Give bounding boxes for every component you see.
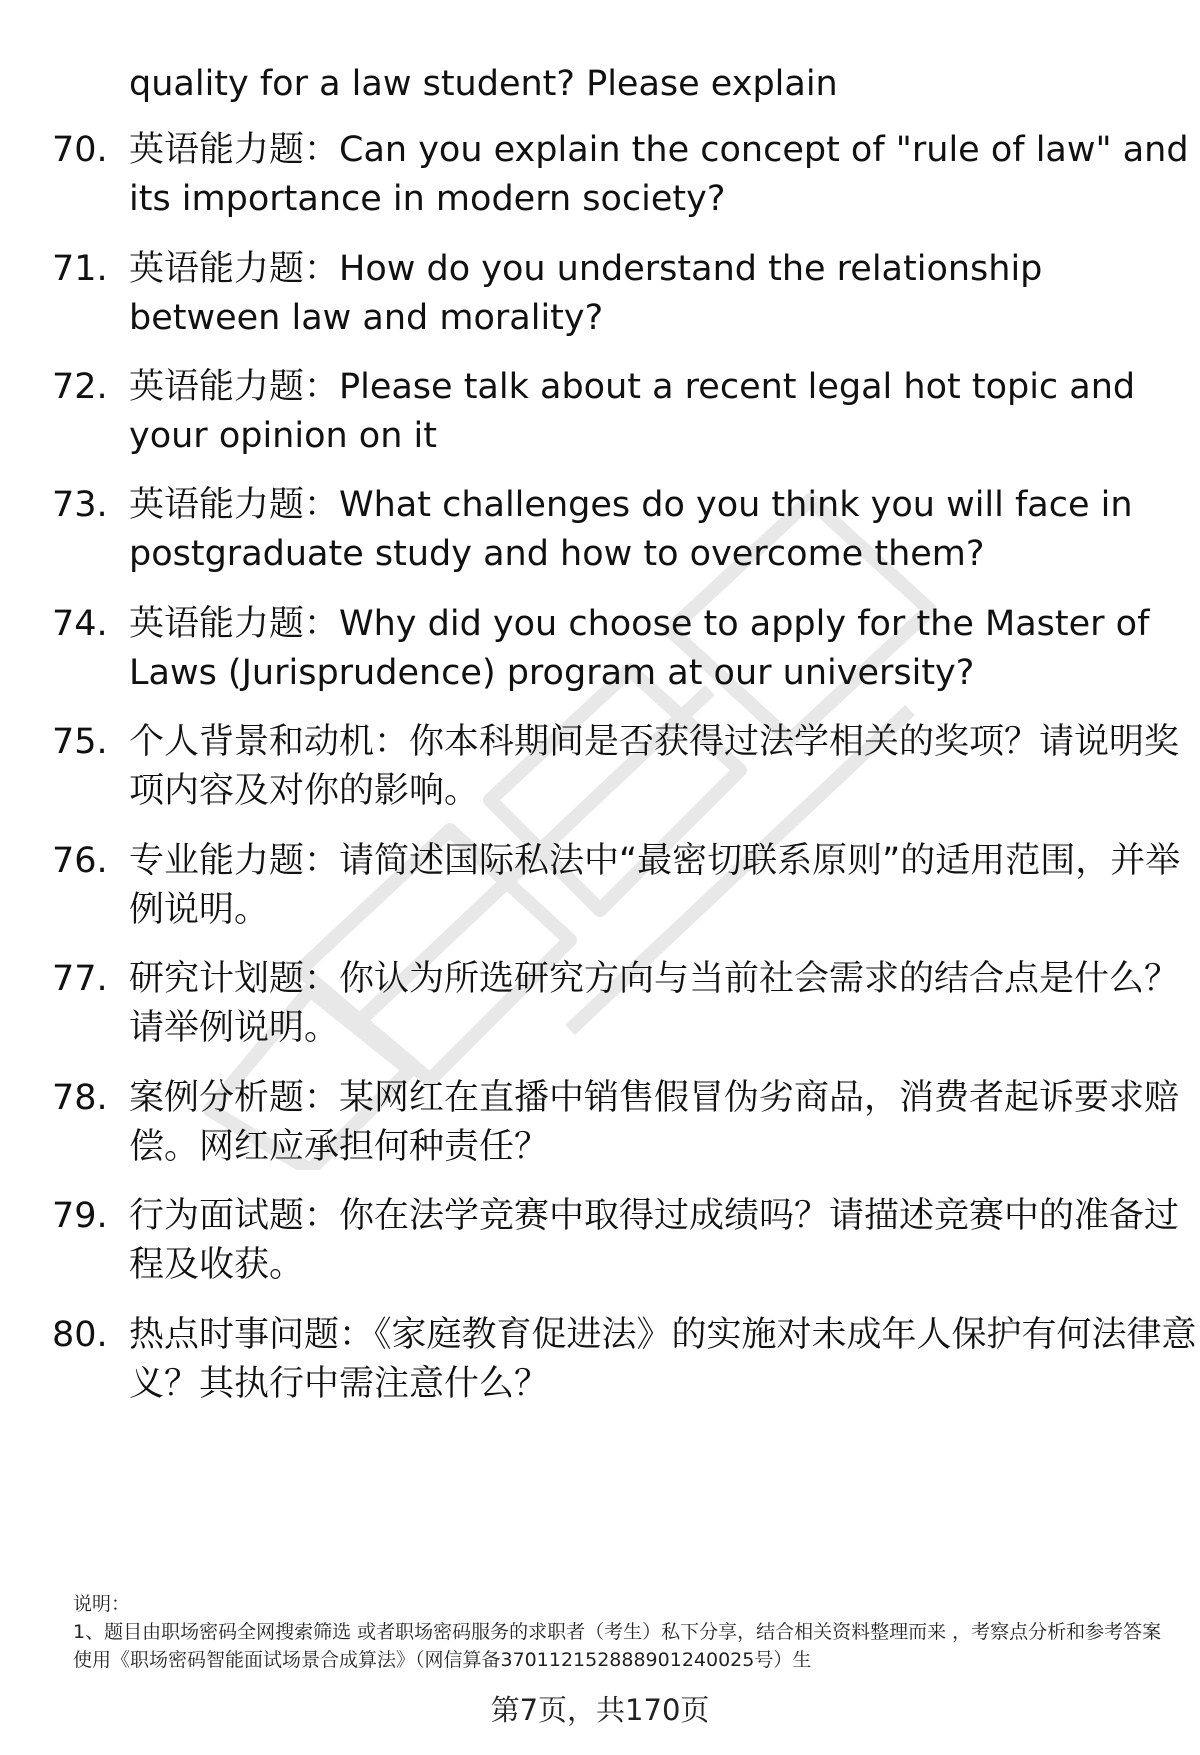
- question-text: 英语能力题：Please talk about a recent legal hot topic and your opinion on it: [129, 367, 1136, 456]
- question-text: 研究计划题：你认为所选研究方向与当前社会需求的结合点是什么？请举例说明。: [129, 959, 1180, 1048]
- notes-line: 1、题目由职场密码全网搜索筛选 或者职场密码服务的求职者（考生）私下分享，结合相关资料整理而来 ，考察点分析和参考答案使用《职场密码智能面试场景合成算法》（网信算备370112152888901240025号）生: [73, 1621, 1162, 1671]
- question-number: 75.: [52, 722, 108, 762]
- question-number: 70.: [52, 130, 108, 170]
- question-text: 个人背景和动机：你本科期间是否获得过法学相关的奖项？请说明奖项内容及对你的影响。: [129, 722, 1180, 811]
- notes-section: [73, 1590, 1163, 1674]
- question-number: 76.: [52, 841, 108, 881]
- question-text: 行为面试题：你在法学竞赛中取得过成绩吗？请描述竞赛中的准备过程及收获。: [129, 1196, 1180, 1285]
- question-text: 英语能力题：How do you understand the relationship between law and morality?: [129, 249, 1043, 338]
- question-text: 英语能力题：What challenges do you think you will face in postgraduate study and how to overcome them?: [129, 485, 1133, 574]
- question-text: 英语能力题：Can you explain the concept of "rule of law" and its importance in modern society?: [129, 130, 1189, 219]
- page-footer: 第7页，共170页: [490, 1693, 710, 1727]
- question-number: 77.: [52, 959, 108, 999]
- question-number: 79.: [52, 1196, 108, 1236]
- question-text: 专业能力题：请简述国际私法中“最密切联系原则”的适用范围，并举例说明。: [129, 841, 1181, 930]
- question-text: 案例分析题：某网红在直播中销售假冒伪劣商品，消费者起诉要求赔偿。网红应承担何种责任？: [129, 1078, 1180, 1167]
- continuation-line: quality for a law student? Please explain: [129, 64, 838, 104]
- question-number: 71.: [52, 249, 108, 289]
- question-number: 72.: [52, 367, 108, 407]
- notes-heading: 说明：: [73, 1593, 131, 1615]
- question-text: 热点时事问题：《家庭教育促进法》的实施对未成年人保护有何法律意义？其执行中需注意什么？: [129, 1315, 1197, 1404]
- question-number: 80.: [52, 1315, 108, 1355]
- question-number: 78.: [52, 1078, 108, 1118]
- question-text: 英语能力题：Why did you choose to apply for the Master of Laws (Jurisprudence) program at our university?: [129, 604, 1150, 693]
- question-number: 73.: [52, 485, 108, 525]
- question-number: 74.: [52, 604, 108, 644]
